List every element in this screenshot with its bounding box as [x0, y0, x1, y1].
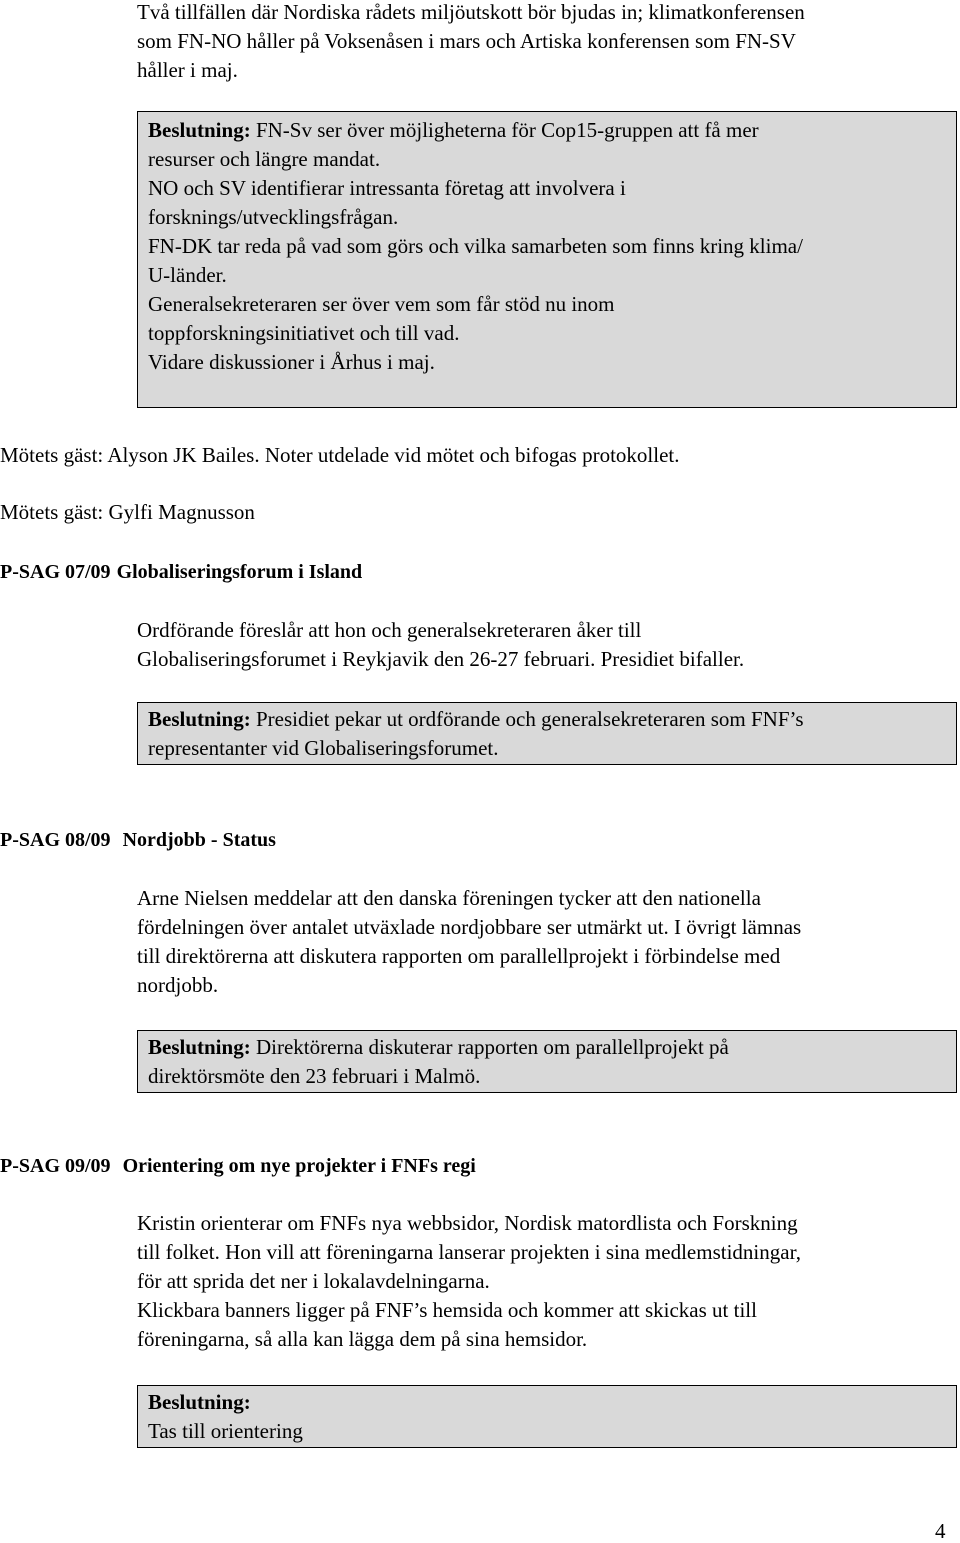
decision-line: U-länder. — [148, 263, 227, 287]
heading-line — [0, 1152, 476, 1181]
decision-label: Beslutning: — [148, 707, 251, 731]
section-body — [137, 616, 744, 674]
body-line: Globaliseringsforumet i Reykjavik den 26-27 februari. Presidiet bifaller. — [137, 647, 745, 671]
body-line: till folket. Hon vill att föreningarna lanserar projekten i sina medlemstidningar, — [137, 1240, 801, 1264]
decision-line: resurser och längre mandat. — [148, 147, 381, 171]
decision-line: FN-DK tar reda på vad som görs och vilka samarbeten som finns kring klima/ — [148, 234, 803, 258]
decision-box — [137, 111, 957, 408]
decision-line: Vidare diskussioner i Århus i maj. — [148, 350, 435, 374]
body-line: nordjobb. — [137, 973, 219, 997]
body-line: Arne Nielsen meddelar att den danska föreningen tycker att den nationella — [137, 886, 761, 910]
decision-box — [137, 702, 957, 765]
decision-line: direktörsmöte den 23 februari i Malmö. — [148, 1064, 481, 1088]
body-line: föreningarna, så alla kan lägga dem på sina hemsidor. — [137, 1327, 588, 1351]
decision-text: Presidiet pekar ut ordförande och generalsekreteraren som FNF’s — [250, 707, 804, 731]
decision-text: Direktörerna diskuterar rapporten om parallellprojekt på — [250, 1035, 729, 1059]
body-line: för att sprida det ner i lokalavdelningarna. — [137, 1269, 490, 1293]
guest-note — [0, 498, 255, 527]
guest-line: Mötets gäst: Gylfi Magnusson — [0, 500, 255, 524]
guest-note — [0, 441, 680, 470]
intro-paragraph — [137, 0, 805, 85]
section-title: Nordjobb - Status — [122, 829, 276, 851]
intro-line: Två tillfällen där Nordiska rådets miljöutskott bör bjudas in; klimatkonferensen — [137, 0, 805, 24]
decision-line: toppforskningsinitiativet och till vad. — [148, 321, 460, 345]
section-title: Orientering om nye projekter i FNFs regi — [122, 1155, 476, 1177]
decision-first-line — [148, 116, 946, 145]
decision-first-line — [148, 1388, 946, 1417]
decision-first-line — [148, 1033, 946, 1062]
decision-line: Tas till orientering — [148, 1419, 303, 1443]
decision-line: Generalsekreteraren ser över vem som får stöd nu inom — [148, 292, 615, 316]
decision-label: Beslutning: — [148, 118, 251, 142]
section-body — [137, 884, 801, 1000]
section-number: P-SAG 08/09 — [0, 829, 111, 851]
decision-box — [137, 1030, 957, 1093]
intro-line: som FN-NO håller på Voksenåsen i mars och Artiska konferensen som FN-SV — [137, 29, 796, 53]
body-line: till direktörerna att diskutera rapporten om parallellprojekt i förbindelse med — [137, 944, 781, 968]
decision-line: forsknings/utvecklingsfrågan. — [148, 205, 399, 229]
intro-line: håller i maj. — [137, 58, 238, 82]
section-heading-psag07 — [0, 558, 362, 587]
decision-line: representanter vid Globaliseringsforumet. — [148, 736, 499, 760]
body-line: Klickbara banners ligger på FNF’s hemsida och kommer att skickas ut till — [137, 1298, 757, 1322]
section-number: P-SAG 07/09 — [0, 561, 111, 583]
page-number: 4 — [935, 1519, 946, 1543]
section-heading-psag09 — [0, 1152, 476, 1181]
section-number: P-SAG 09/09 — [0, 1155, 111, 1177]
decision-label: Beslutning: — [148, 1390, 251, 1414]
decision-first-line — [148, 705, 946, 734]
decision-box — [137, 1385, 957, 1448]
section-body — [137, 1209, 801, 1354]
decision-label: Beslutning: — [148, 1035, 251, 1059]
decision-line: NO och SV identifierar intressanta företag att involvera i — [148, 176, 626, 200]
body-line: fördelningen över antalet utväxlade nordjobbare ser utmärkt ut. I övrigt lämnas — [137, 915, 802, 939]
section-title: Globaliseringsforum i Island — [116, 561, 363, 583]
guest-line: Mötets gäst: Alyson JK Bailes. Noter utdelade vid mötet och bifogas protokollet. — [0, 443, 680, 467]
heading-line — [0, 826, 276, 855]
body-line: Kristin orienterar om FNFs nya webbsidor, Nordisk matordlista och Forskning — [137, 1211, 798, 1235]
body-line: Ordförande föreslår att hon och generalsekreteraren åker till — [137, 618, 642, 642]
section-heading-psag08 — [0, 826, 276, 855]
heading-line — [0, 558, 362, 587]
decision-text: FN-Sv ser över möjligheterna för Cop15-gruppen att få mer — [250, 118, 759, 142]
